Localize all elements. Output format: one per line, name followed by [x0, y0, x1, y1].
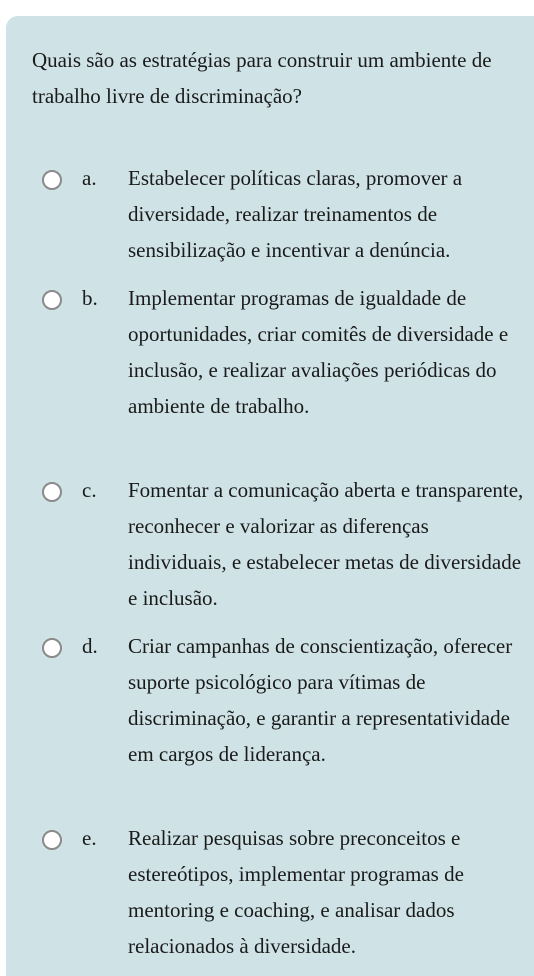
radio-button-icon[interactable]	[42, 170, 62, 190]
radio-button-icon[interactable]	[42, 290, 62, 310]
question-text: Quais são as estratégias para construir um ambiente de trabalho livre de discriminação?	[32, 48, 492, 108]
radio-button-icon[interactable]	[42, 830, 62, 850]
question-card	[6, 16, 534, 976]
option-text: Fomentar a comunicação aberta e transparente, reconhecer e valorizar as diferenças individuais, e estabelecer metas de diversidade e inclusão.	[128, 478, 524, 610]
radio-button-icon[interactable]	[42, 482, 62, 502]
option-letter: a.	[82, 166, 97, 190]
option-text: Estabelecer políticas claras, promover a diversidade, realizar treinamentos de sensibilização e incentivar a denúncia.	[128, 166, 463, 262]
option-letter: c.	[82, 478, 97, 502]
option-text: Criar campanhas de conscientização, oferecer suporte psicológico para vítimas de discriminação, e garantir a representatividade em cargos de liderança.	[128, 634, 513, 766]
option-text: Implementar programas de igualdade de oportunidades, criar comitês de diversidade e inclusão, e realizar avaliações periódicas do ambiente de trabalho.	[128, 286, 509, 418]
option-text: Realizar pesquisas sobre preconceitos e estereótipos, implementar programas de mentoring e coaching, e analisar dados relacionados à diversidade.	[128, 826, 464, 958]
option-letter: e.	[82, 826, 97, 850]
radio-button-icon[interactable]	[42, 638, 62, 658]
option-letter: d.	[82, 634, 98, 658]
option-letter: b.	[82, 286, 98, 310]
